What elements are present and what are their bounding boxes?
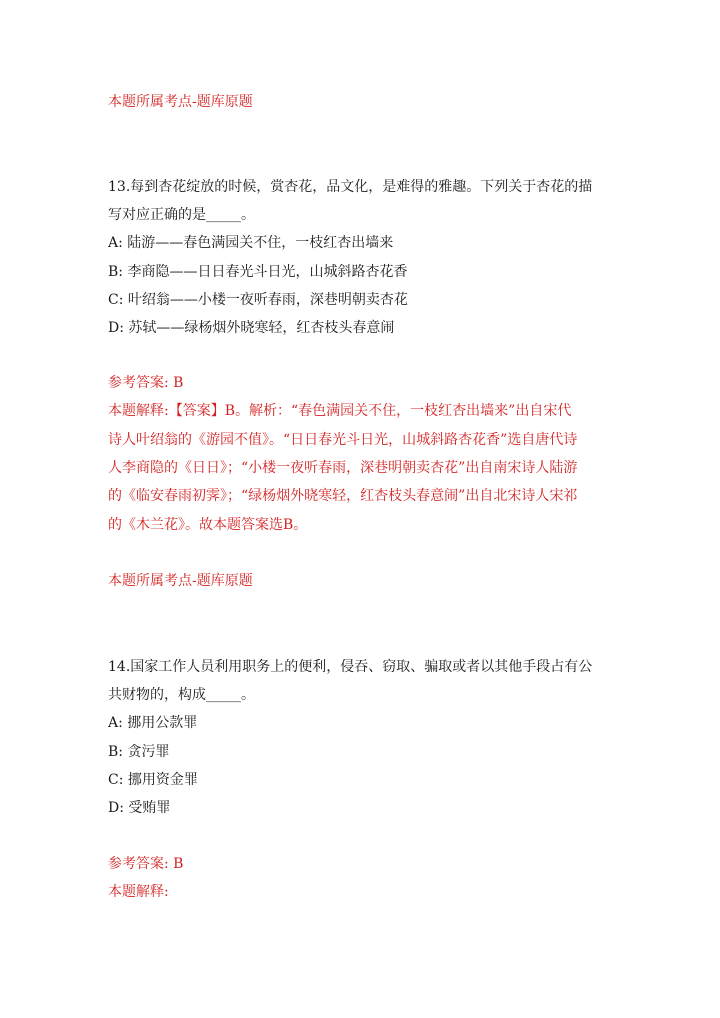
q13-answer: 参考答案: B [108, 375, 184, 391]
q14-answer: 参考答案: B [108, 856, 184, 872]
q13-option-b: B: 李商隐——日日春光斗日光，山城斜路杏花香 [108, 264, 408, 280]
q14-explanation-label: 本题解释: [108, 884, 169, 900]
q13-explanation-line3: 人李商隐的《日日》；“小楼一夜听春雨，深巷明朝卖杏花”出自南宋诗人陆游 [108, 460, 578, 476]
q13-topic-tag: 本题所属考点-题库原题 [108, 573, 253, 589]
topic-tag-top: 本题所属考点-题库原题 [108, 94, 253, 110]
q14-option-a: A: 挪用公款罪 [108, 715, 198, 731]
q14-option-d: D: 受贿罪 [108, 800, 171, 816]
q13-option-c: C: 叶绍翁——小楼一夜听春雨，深巷明朝卖杏花 [108, 292, 408, 308]
q14-option-c: C: 挪用资金罪 [108, 772, 198, 788]
q13-explanation-line5: 的《木兰花》。故本题答案选B。 [108, 517, 308, 533]
q13-explanation-line1: 本题解释:【答案】B。解析：“春色满园关不住，一枝红杏出墙来”出自宋代 [108, 403, 572, 419]
q13-option-d: D: 苏轼——绿杨烟外晓寒轻，红杏枝头春意闹 [108, 320, 395, 336]
q13-question-line2: 写对应正确的是_____。 [108, 207, 255, 223]
q13-option-a: A: 陆游——春色满园关不住，一枝红杏出墙来 [108, 235, 394, 251]
q14-option-b: B: 贪污罪 [108, 744, 170, 760]
q13-explanation-line2: 诗人叶绍翁的《游园不值》。“日日春光斗日光，山城斜路杏花香”选自唐代诗 [108, 432, 578, 448]
q13-question-line1: 13.每到杏花绽放的时候，赏杏花，品文化，是难得的雅趣。下列关于杏花的描 [108, 179, 593, 195]
q14-question-line1: 14.国家工作人员利用职务上的便利，侵吞、窃取、骗取或者以其他手段占有公 [108, 659, 593, 675]
q14-question-line2: 共财物的，构成_____。 [108, 687, 255, 703]
q13-explanation-line4: 的《临安春雨初霁》；“绿杨烟外晓寒轻，红杏枝头春意闹”出自北宋诗人宋祁 [108, 488, 578, 504]
